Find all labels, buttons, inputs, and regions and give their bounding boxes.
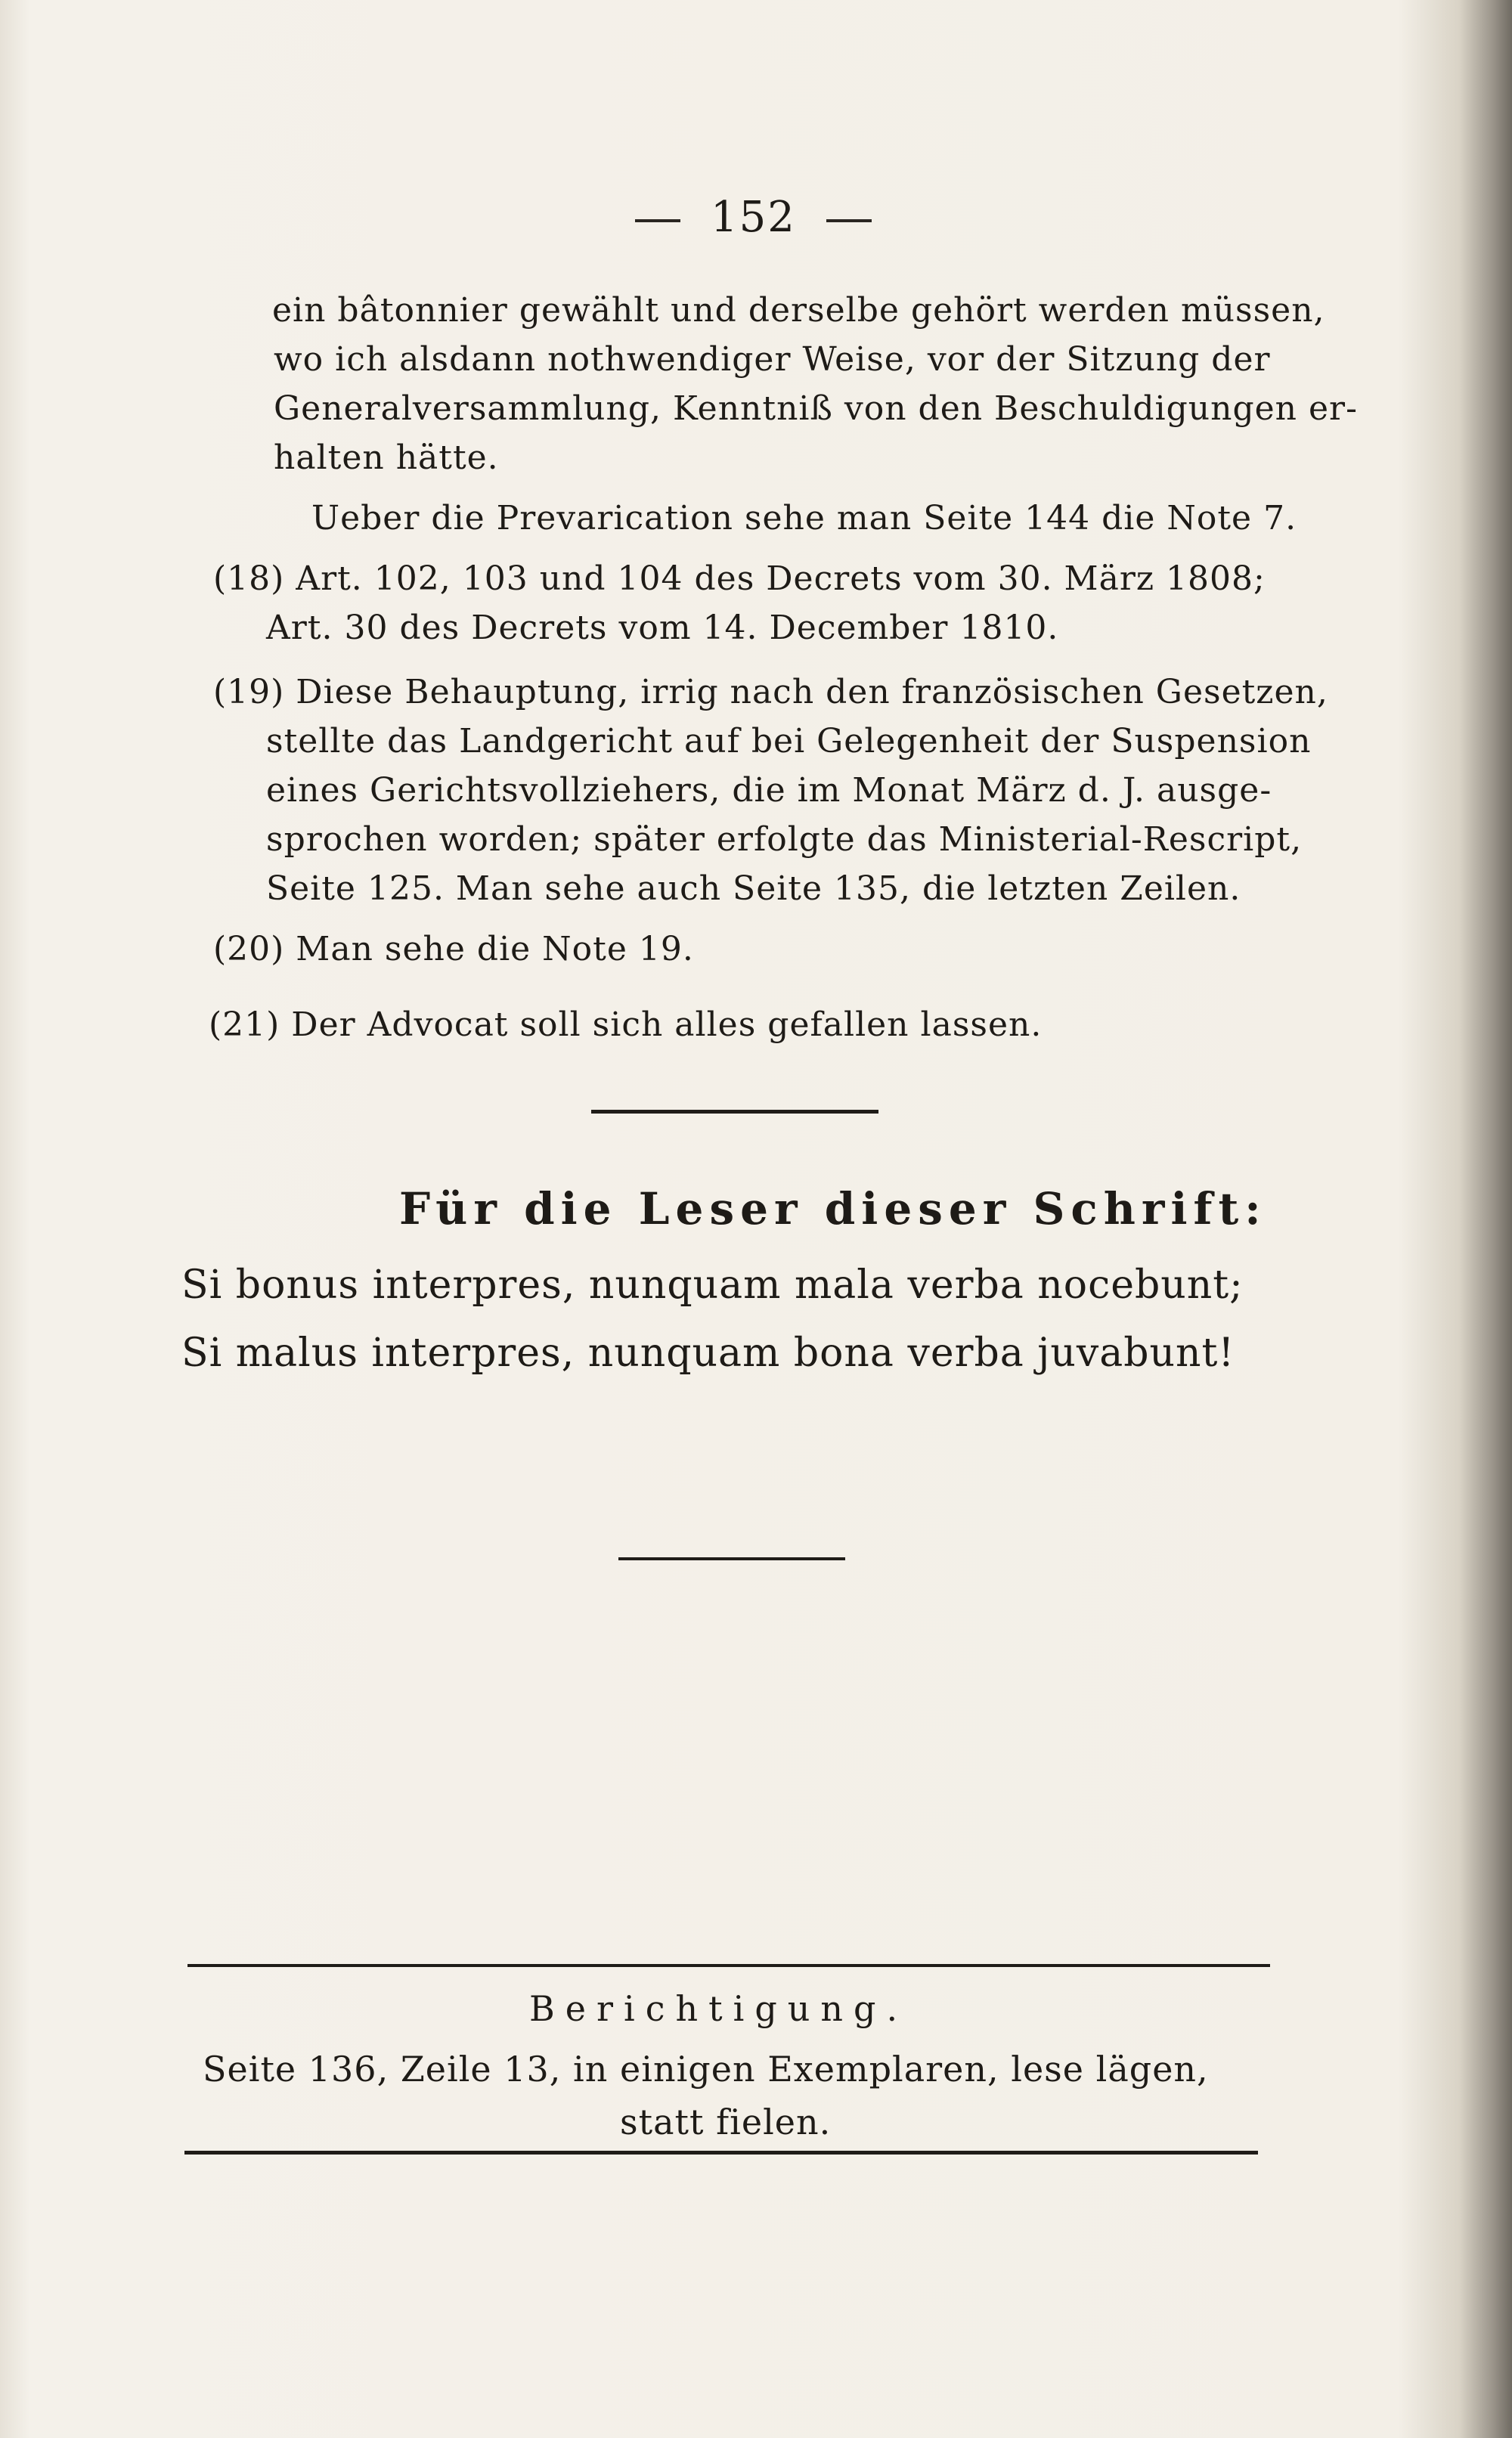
note-19-line-4: sprochen worden; später erfolgte das Ministerial-Rescript, [266, 820, 1303, 859]
page-number: 152 [711, 193, 796, 242]
header-dash-left [635, 219, 680, 222]
note-18-line-2: Art. 30 des Decrets vom 14. December 1810. [266, 609, 1059, 647]
motto-heading: Für die Leser dieser Schrift: [399, 1183, 1267, 1234]
erratum-rule-bottom [184, 2151, 1258, 2155]
erratum-heading: Berichtigung. [529, 1988, 909, 2029]
note-19-line-3: eines Gerichtsvollziehers, die im Monat März d. J. ausge- [266, 771, 1272, 810]
note-19-line-5: Seite 125. Man sehe auch Seite 135, die letzten Zeilen. [266, 869, 1241, 908]
note-19-line-1: (19) Diese Behauptung, irrig nach den französischen Gesetzen, [213, 673, 1328, 711]
section-divider-top [591, 1110, 878, 1114]
note-continuation-line-4: halten hätte. [274, 438, 499, 477]
page-header [605, 193, 902, 242]
erratum-line-1: Seite 136, Zeile 13, in einigen Exemplaren, lese lägen, [203, 2049, 1209, 2089]
erratum-line-2: statt fielen. [620, 2102, 832, 2142]
section-divider-middle [618, 1557, 845, 1560]
note-19-line-2: stellte das Landgericht auf bei Gelegenheit der Suspension [266, 722, 1312, 761]
motto-line-2: Si malus interpres, nunquam bona verba juvabunt! [181, 1331, 1235, 1376]
note-continuation-line-2: wo ich alsdann nothwendiger Weise, vor der Sitzung der [274, 340, 1271, 379]
motto-line-1: Si bonus interpres, nunquam mala verba nocebunt; [181, 1262, 1244, 1308]
note-20: (20) Man sehe die Note 19. [213, 930, 694, 968]
erratum-rule-top [187, 1964, 1270, 1967]
note-continuation-line-3: Generalversammlung, Kenntniß von den Beschuldigungen er- [274, 389, 1358, 428]
note-21: (21) Der Advocat soll sich alles gefallen lassen. [209, 1005, 1043, 1044]
prevarication-note: Ueber die Prevarication sehe man Seite 144 die Note 7. [311, 499, 1297, 537]
note-continuation-line-1: ein bâtonnier gewählt und derselbe gehört werden müssen, [272, 291, 1325, 330]
header-dash-right [826, 219, 872, 222]
note-18-line-1: (18) Art. 102, 103 und 104 des Decrets vom 30. März 1808; [213, 559, 1266, 598]
